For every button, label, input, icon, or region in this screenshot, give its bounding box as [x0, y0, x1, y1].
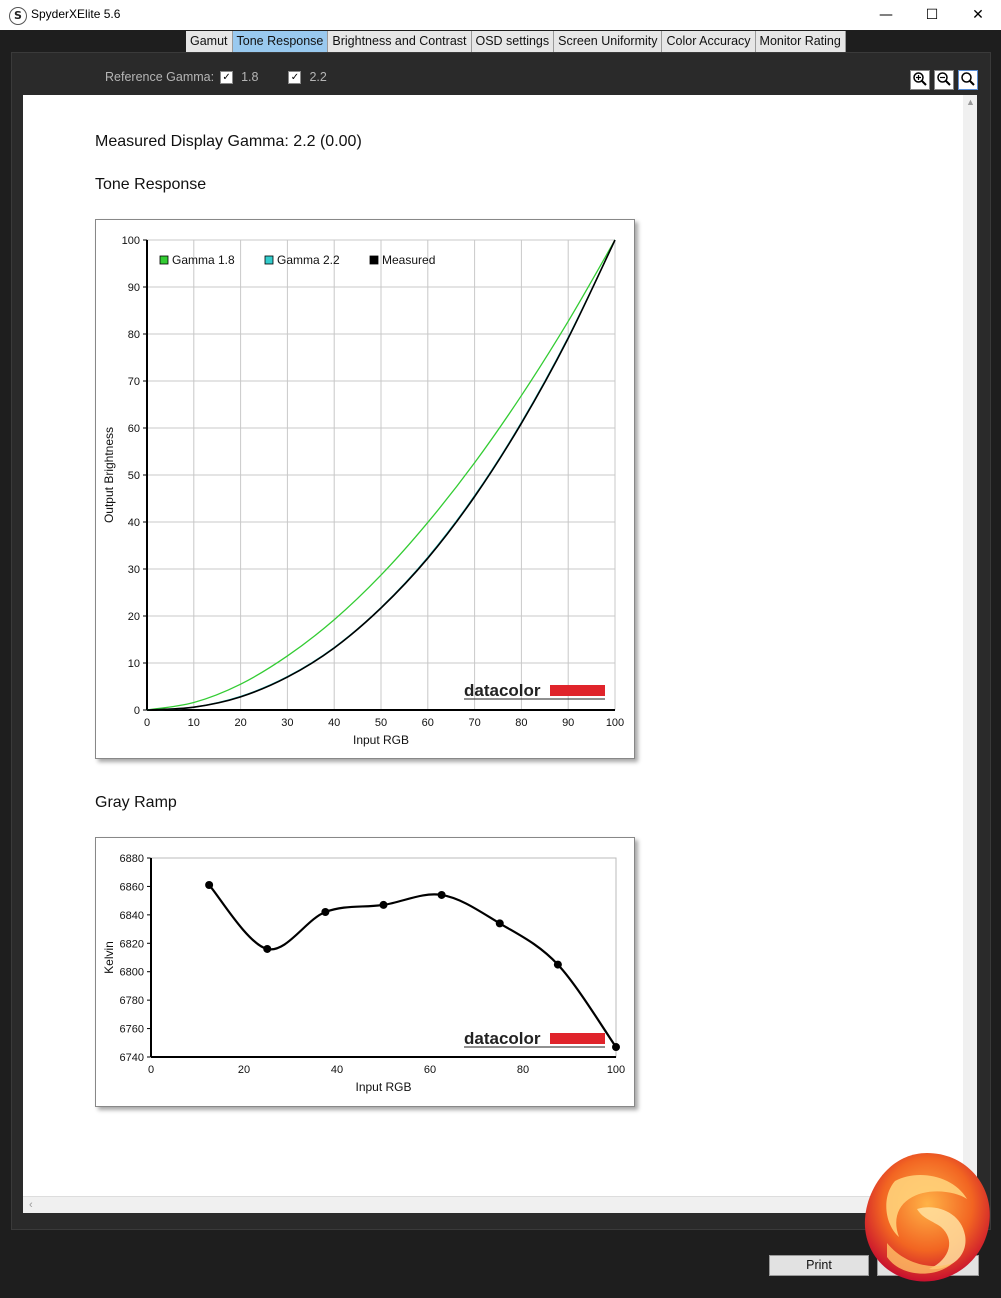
x-axis-label: Input RGB [352, 733, 410, 747]
y-axis-label: Kelvin [102, 941, 116, 974]
data-point [263, 945, 271, 953]
data-point [496, 919, 504, 927]
data-point [554, 961, 562, 969]
legend-swatch [160, 256, 168, 264]
x-tick-label: 20 [237, 1064, 251, 1076]
tone-response-svg [96, 220, 634, 758]
y-tick-label: 70 [127, 376, 140, 388]
brand-logo-text: datacolor [464, 1029, 541, 1048]
minimize-button[interactable]: — [879, 7, 893, 23]
y-tick-label: 40 [127, 517, 140, 529]
x-tick-label: 0 [143, 717, 151, 729]
data-point [612, 1043, 620, 1051]
x-tick-label: 50 [374, 717, 388, 729]
x-tick-label: 80 [515, 717, 528, 729]
legend-swatch [265, 256, 273, 264]
x-tick-label: 100 [605, 717, 625, 729]
tab-osd-settings[interactable]: OSD settings [472, 31, 555, 52]
x-tick-label: 80 [516, 1064, 530, 1076]
x-tick-label: 10 [187, 717, 200, 729]
scroll-up-icon[interactable]: ▲ [966, 97, 975, 107]
tab-brightness-contrast[interactable]: Brightness and Contrast [328, 31, 471, 52]
reference-gamma-bar [105, 70, 327, 84]
x-tick-label: 60 [421, 717, 434, 729]
data-point [205, 881, 213, 889]
tab-screen-uniformity[interactable]: Screen Uniformity [554, 31, 662, 52]
scroll-left-icon[interactable]: ‹ [29, 1199, 33, 1211]
tab-monitor-rating[interactable]: Monitor Rating [756, 31, 846, 52]
y-tick-label: 6760 [119, 1023, 144, 1036]
y-tick-label: 0 [133, 705, 140, 717]
x-tick-label: 0 [147, 1064, 155, 1076]
tone-response-heading: Tone Response [95, 176, 207, 193]
zoom-in-icon[interactable] [910, 70, 930, 90]
x-tick-label: 30 [281, 717, 294, 729]
app-icon: S [9, 7, 27, 25]
y-tick-label: 20 [127, 611, 140, 623]
title-bar [0, 0, 1001, 30]
data-point [438, 891, 446, 899]
gamma-18-label: 1.8 [241, 70, 259, 84]
tab-bar [186, 31, 846, 52]
measured-gamma-text: Measured Display Gamma: 2.2 (0.00) [95, 133, 362, 150]
watermark-logo-icon [857, 1147, 999, 1289]
gray-ramp-svg [96, 838, 634, 1106]
vertical-scrollbar[interactable] [963, 95, 977, 1212]
gray-ramp-heading: Gray Ramp [95, 794, 177, 811]
zoom-fit-icon[interactable] [958, 70, 978, 90]
x-axis-label: Input RGB [355, 1080, 412, 1094]
legend-label: Gamma 1.8 [172, 253, 235, 267]
x-tick-label: 90 [562, 717, 575, 729]
x-tick-label: 60 [423, 1064, 437, 1076]
y-tick-label: 6780 [119, 995, 144, 1008]
brand-logo-text: datacolor [464, 681, 541, 700]
legend-label: Gamma 2.2 [277, 253, 340, 267]
x-tick-label: 40 [330, 1064, 344, 1076]
y-tick-label: 90 [127, 282, 140, 294]
gamma-22-label: 2.2 [309, 70, 327, 84]
y-tick-label: 10 [127, 658, 140, 670]
brand-logo-bar [550, 1033, 605, 1044]
print-button[interactable]: Print [769, 1255, 869, 1276]
data-point [321, 908, 329, 916]
y-tick-label: 30 [127, 564, 140, 576]
y-tick-label: 6740 [119, 1052, 144, 1064]
y-tick-label: 50 [127, 470, 140, 482]
close-button[interactable]: ✕ [972, 7, 984, 23]
zoom-out-icon[interactable] [934, 70, 954, 90]
y-tick-label: 60 [127, 423, 140, 435]
tab-tone-response[interactable]: Tone Response [233, 31, 329, 52]
y-tick-label: 80 [127, 329, 140, 341]
y-tick-label: 6860 [119, 881, 144, 894]
gamma-22-checkbox[interactable]: ✓ [288, 71, 301, 84]
tab-gamut[interactable]: Gamut [186, 31, 233, 52]
x-tick-label: 40 [328, 717, 341, 729]
y-axis-label: Output Brightness [102, 426, 116, 524]
legend-swatch [370, 256, 378, 264]
maximize-button[interactable]: ☐ [925, 7, 939, 23]
x-tick-label: 70 [468, 717, 481, 729]
x-tick-label: 100 [606, 1064, 626, 1076]
y-tick-label: 100 [121, 235, 140, 247]
gray-ramp-chart [95, 837, 635, 1107]
gamma-18-checkbox[interactable]: ✓ [220, 71, 233, 84]
window-title: SpyderXElite 5.6 [31, 7, 121, 21]
horizontal-scrollbar[interactable] [23, 1196, 963, 1213]
plot-frame [151, 858, 616, 1057]
x-tick-label: 20 [234, 717, 247, 729]
reference-gamma-label: Reference Gamma: [105, 70, 215, 84]
y-tick-label: 6800 [119, 966, 144, 979]
data-point [380, 901, 388, 909]
y-tick-label: 6880 [119, 853, 144, 865]
brand-logo-bar [550, 685, 605, 696]
tab-color-accuracy[interactable]: Color Accuracy [662, 31, 755, 52]
tone-response-chart [95, 219, 635, 759]
y-tick-label: 6820 [119, 938, 144, 951]
legend-label: Measured [382, 253, 436, 267]
y-tick-label: 6840 [119, 909, 144, 922]
